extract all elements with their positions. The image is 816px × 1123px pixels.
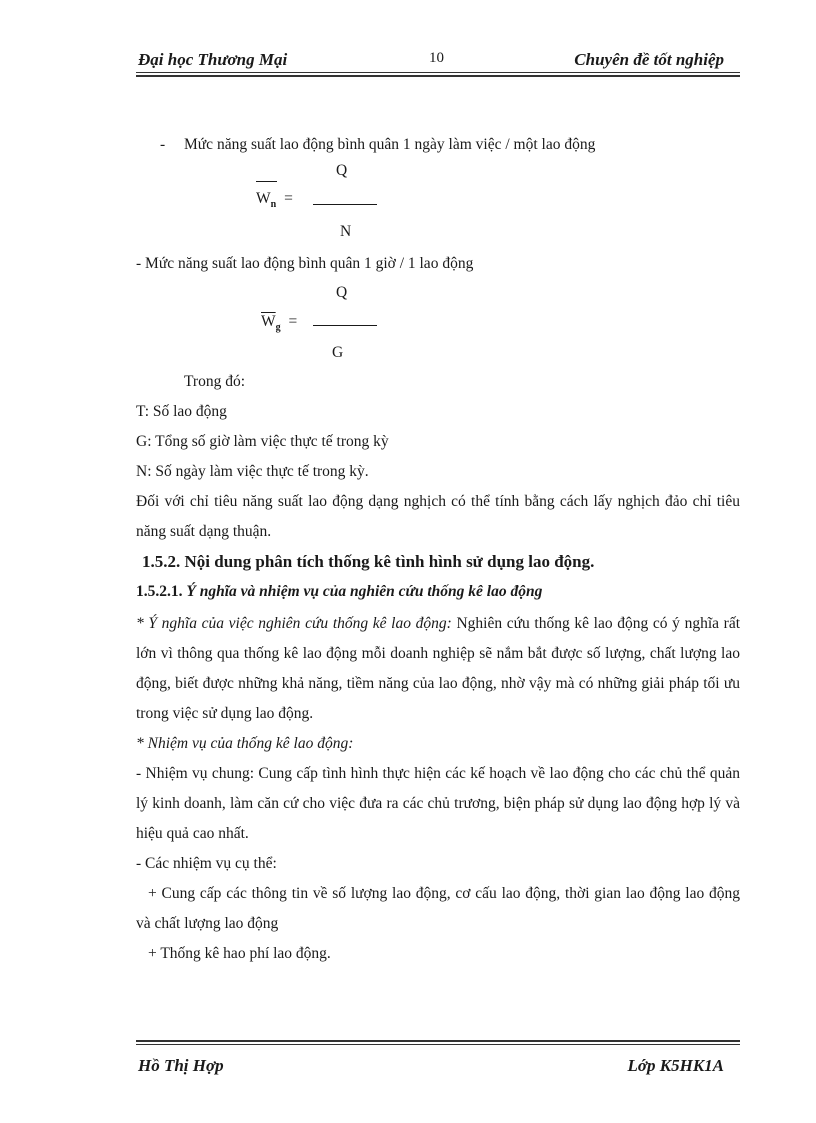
subsection-heading — [136, 583, 542, 601]
header-rule-thick — [136, 75, 740, 77]
tasks-label: * Nhiệm vụ của thống kê lao động: — [136, 735, 354, 752]
numerator: Q — [336, 284, 348, 301]
denominator: G — [332, 344, 344, 361]
list-dash: - — [160, 136, 166, 153]
meaning-paragraph — [136, 609, 740, 729]
footer-rule — [136, 1044, 740, 1045]
page-number: 10 — [429, 50, 444, 66]
section-heading: 1.5.2. Nội dung phân tích thống kê tình hình sử dụng lao động. — [142, 552, 595, 571]
footer-rule-thick — [136, 1040, 740, 1042]
formula-1-lhs — [256, 190, 293, 210]
footer-right: Lớp K5HK1A — [627, 1056, 724, 1075]
task-1: + Cung cấp các thông tin về số lượng lao động, cơ cấu lao động, thời gian lao động lao động và chất lượng lao động — [136, 885, 740, 932]
inverse-paragraph: Đối với chỉ tiêu năng suất lao động dạng nghịch có thể tính bằng cách lấy nghịch đảo chỉ tiêu năng suất dạng thuận. — [136, 493, 740, 540]
general-task: - Nhiệm vụ chung: Cung cấp tình hình thực hiện các kế hoạch về lao động cho các chủ thể quản lý kinh doanh, làm căn cứ cho việc đưa ra các chủ trương, biện pháp sử dụng lao động hợp lý và hiệu quả cao nhất. — [136, 765, 740, 842]
equals-sign: = — [284, 190, 293, 207]
header-rule — [136, 72, 740, 73]
formula-2-lhs — [261, 313, 297, 333]
definition-g: G: Tổng số giờ làm việc thực tế trong kỳ — [136, 433, 389, 450]
footer-left: Hồ Thị Hợp — [138, 1056, 224, 1075]
definition-t: T: Số lao động — [136, 403, 227, 420]
meaning-text: Nghiên cứu thống kê lao động có ý nghĩa rất lớn vì thông qua thống kê lao động mỗi doanh nghiệp sẽ nắm bắt được số lượng, chất lượng lao động, biết được những khả năng, tiềm năng của lao động, nhờ vậy mà có những giải pháp tối ưu trong việc sử dụng lao động. — [136, 615, 741, 722]
lhs-subscript: n — [270, 199, 277, 211]
where-label: Trong đó: — [184, 373, 246, 390]
meaning-label: * Ý nghĩa của việc nghiên cứu thống kê lao động: — [136, 615, 452, 632]
fraction-bar — [313, 325, 377, 326]
lhs-base: W — [256, 190, 271, 207]
numerator: Q — [336, 162, 348, 179]
header-left: Đại học Thương Mại — [138, 50, 288, 69]
header-right: Chuyên đề tốt nghiệp — [574, 50, 724, 69]
task-2: + Thống kê hao phí lao động. — [148, 945, 331, 962]
item-2-text: - Mức năng suất lao động bình quân 1 giờ / 1 lao động — [136, 255, 474, 272]
overline-bar — [256, 181, 277, 182]
lhs-base: $\overline{W}$ — [261, 313, 276, 330]
equals-sign: = — [288, 313, 298, 330]
item-1-text: Mức năng suất lao động bình quân 1 ngày làm việc / một lao động — [184, 136, 596, 153]
fraction-bar — [313, 204, 377, 205]
subsection-number: 1.5.2.1. — [136, 583, 183, 600]
denominator: N — [340, 223, 352, 240]
subsection-title: Ý nghĩa và nhiệm vụ của nghiên cứu thống kê lao động — [186, 583, 543, 600]
definition-n: N: Số ngày làm việc thực tế trong kỳ. — [136, 463, 369, 480]
lhs-subscript: g — [275, 322, 281, 334]
specific-tasks-label: - Các nhiệm vụ cụ thể: — [136, 855, 277, 872]
